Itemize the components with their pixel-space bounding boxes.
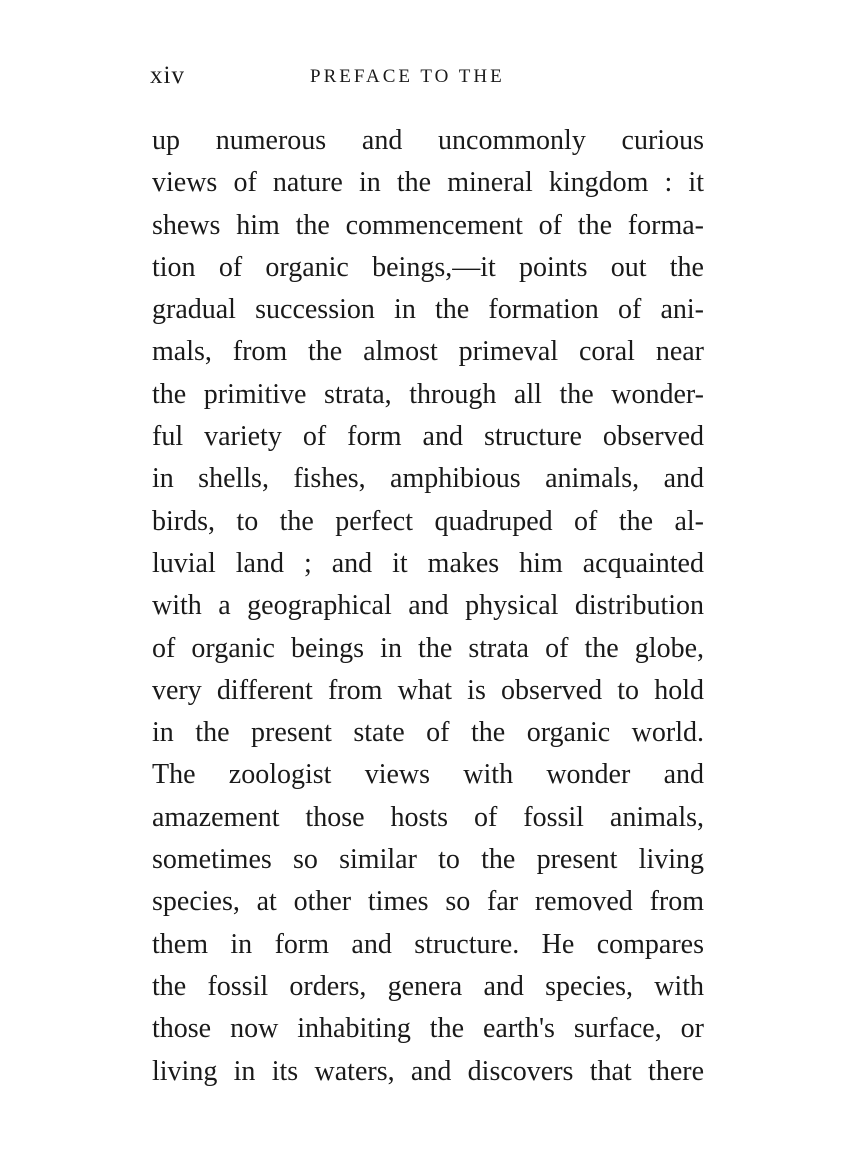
body-text (152, 120, 704, 1093)
text-line: very different from what is observed to hold (152, 674, 704, 706)
text-line: those now inhabiting the earth's surface, or (152, 1013, 704, 1045)
text-line: luvial land ; and it makes him acquainted (152, 547, 704, 579)
text-line: in the present state of the organic world. (152, 717, 704, 749)
text-line: tion of organic beings,—it points out the (152, 251, 704, 283)
text-line: up numerous and uncommonly curious (152, 125, 704, 156)
text-line: ful variety of form and structure observed (152, 421, 704, 453)
text-line: species, at other times so far removed from (152, 886, 704, 918)
text-line: with a geographical and physical distribution (152, 590, 704, 622)
text-line: the fossil orders, genera and species, with (152, 970, 704, 1002)
text-line: living in its waters, and discovers that there (152, 1055, 704, 1087)
text-line: sometimes so similar to the present living (152, 844, 704, 876)
text-line: amazement those hosts of fossil animals, (152, 801, 704, 833)
text-line: gradual succession in the formation of ani- (152, 294, 704, 326)
text-line: birds, to the perfect quadruped of the al- (152, 505, 704, 537)
running-head (150, 62, 710, 92)
text-line: them in form and structure. He compares (152, 928, 704, 960)
text-line: in shells, fishes, amphibious animals, and (152, 463, 704, 495)
running-title: PREFACE TO THE (310, 66, 505, 87)
text-line: mals, from the almost primeval coral near (152, 336, 704, 368)
text-line: views of nature in the mineral kingdom : it (152, 167, 704, 199)
text-line: The zoologist views with wonder and (152, 759, 704, 791)
text-line: the primitive strata, through all the wonder- (152, 378, 704, 410)
text-line: of organic beings in the strata of the globe, (152, 632, 704, 664)
text-line: shews him the commencement of the forma- (152, 209, 704, 241)
page-number: xiv (150, 62, 185, 89)
